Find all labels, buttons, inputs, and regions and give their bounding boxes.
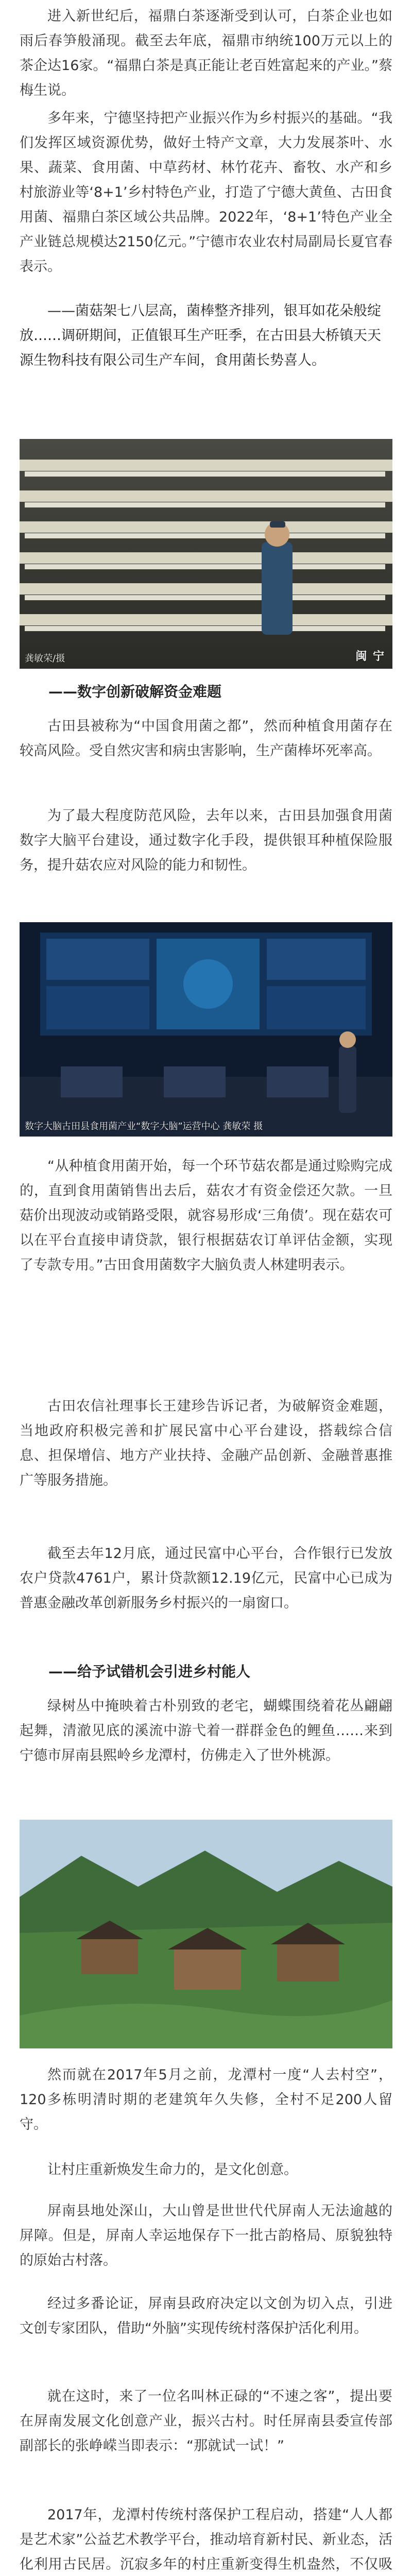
paragraph-text: 屏南县地处深山，大山曾是世世代代屏南人无法逾越的屏障。但是，屏南人幸运地保存下一批古韵格局、原貌独特的原始古村落。 (20, 2203, 392, 2268)
photo-credit: 龚敏荣/摄 (25, 653, 65, 664)
photo-credit: 数字大脑古田县食用菌产业“数字大脑”运营中心 龚敏荣 摄 (25, 1121, 263, 1132)
digital-brain-photo (20, 922, 392, 1137)
paragraph-text: 让村庄重新焕发生命力的，是文化创意。 (47, 2162, 298, 2178)
paragraph-text: 就在这时，来了一位名叫林正碌的“不速之客”，提出要在屏南发展文化创意产业，振兴古村。时任屏南县委宣传部副部长的张峥嵘当即表示：“那就试一试！” (20, 2388, 392, 2454)
paragraph-13 (20, 2384, 392, 2459)
paragraph-text: 然而就在2017年5月之前，龙潭村一度“人去村空”，120多栋明清时期的老建筑年久失修，全村不足200人留守。 (20, 2067, 392, 2132)
photo-2 (20, 922, 392, 1137)
paragraph-text: 截至去年12月底，通过民富中心平台，合作银行已发放农户贷款4761户，累计贷款额12.19亿元，民富中心已成为普惠金融改革创新服务乡村振兴的一扇窗口。 (20, 1546, 392, 1611)
paragraph-text: 2017年，龙潭村传统村落保护工程启动，搭建“人人都是艺术家”公益艺术教学平台，推动培育新村民、新业态，活化利用古民居。沉寂多年的村庄重新变得生机盎然，不仅吸 (20, 2507, 392, 2572)
paragraph-14 (20, 2503, 392, 2576)
paragraph-text: 古田县被称为“中国食用菌之都”，然而种植食用菌存在较高风险。受自然灾害和病虫害影响，生产菌棒坏死率高。 (20, 718, 392, 759)
digital-brain-image (20, 922, 392, 1137)
watermark: 闽 宁 (355, 650, 385, 663)
village-photo (20, 1820, 392, 2048)
paragraph-6 (20, 1394, 392, 1493)
photo-1 (20, 439, 392, 669)
section-1-lead (20, 299, 392, 373)
section-heading-text: ——数字创新破解资金难题 (48, 683, 222, 700)
paragraph-5 (20, 1154, 392, 1278)
paragraph-7 (20, 1541, 392, 1616)
mushroom-racks-image (20, 439, 392, 669)
village-image (20, 1820, 392, 2048)
photo-3 (20, 1820, 392, 2048)
section-lead-text: ——菌菇架七八层高，菌棒整齐排列，银耳如花朵般绽放……调研期间，正值银耳生产旺季，在古田县大桥镇天天源生物科技有限公司生产车间，食用菌长势喜人。 (20, 303, 381, 368)
paragraph-2 (20, 106, 392, 279)
paragraph-text: “从种植食用菌开始，每一个环节菇农都是通过赊购完成的，直到食用菌销售出去后，菇农才有资金偿还欠款。一旦菇价出现波动或销路受限，就容易形成‘三角债’。现在菇农可以在平台直接申请贷款，银行根据菇农订单评估金额，实现了专款专用。”古田食用菌数字大脑负责人林建明表示。 (20, 1158, 392, 1273)
paragraph-8 (20, 1694, 392, 1768)
paragraph-text: 多年来，宁德坚持把产业振兴作为乡村振兴的基础。“我们发挥区域资源优势，做好土特产文章，大力发展茶叶、水果、蔬菜、食用菌、中草药材、林竹花卉、畜牧、水产和乡村旅游业等‘8+1’乡村特色产业，打造了宁德大黄鱼、古田食用菌、福鼎白茶区域公共品牌。2022年，‘8+1’特色产业全产业链总规模达2150亿元。”宁德市农业农村局副局长夏官春表示。 (20, 110, 392, 275)
paragraph-text: 为了最大程度防范风险，去年以来，古田县加强食用菌数字大脑平台建设，通过数字化手段，提供银耳种植保险服务，提升菇农应对风险的能力和韧性。 (20, 808, 392, 873)
section-heading-text: ——给予试错机会引进乡村能人 (48, 1663, 251, 1680)
paragraph-text: 经过多番论证，屏南县政府决定以文创为切入点，引进文创专家团队，借助“外脑”实现传统村落保护活化利用。 (20, 2296, 392, 2336)
section-heading-3 (20, 1660, 392, 1684)
paragraph-4 (20, 804, 392, 878)
paragraph-text: 绿树丛中掩映着古朴别致的老宅，蝴蝶围绕着花丛翩翩起舞，清澈见底的溪流中游弋着一群群金色的鲤鱼……来到宁德市屏南县熙岭乡龙潭村，仿佛走入了世外桃源。 (20, 1698, 392, 1764)
section-heading-2 (20, 680, 392, 704)
mushroom-racks-photo (20, 439, 392, 669)
paragraph-9 (20, 2063, 392, 2137)
paragraph-1 (20, 4, 392, 103)
paragraph-10 (20, 2158, 392, 2182)
paragraph-12 (20, 2292, 392, 2341)
paragraph-text: 古田农信社理事长王建珍告诉记者，为破解资金难题，当地政府积极完善和扩展民富中心平台建设，搭载综合信息、担保增信、地方产业扶持、金融产品创新、金融普惠推广等服务措施。 (20, 1398, 392, 1488)
paragraph-text: 进入新世纪后，福鼎白茶逐渐受到认可，白茶企业也如雨后春笋般涌现。截至去年底，福鼎市纳统100万元以上的茶企达16家。“福鼎白茶是真正能让老百姓富起来的产业。”蔡梅生说。 (20, 8, 392, 98)
paragraph-11 (20, 2199, 392, 2273)
paragraph-3 (20, 714, 392, 764)
